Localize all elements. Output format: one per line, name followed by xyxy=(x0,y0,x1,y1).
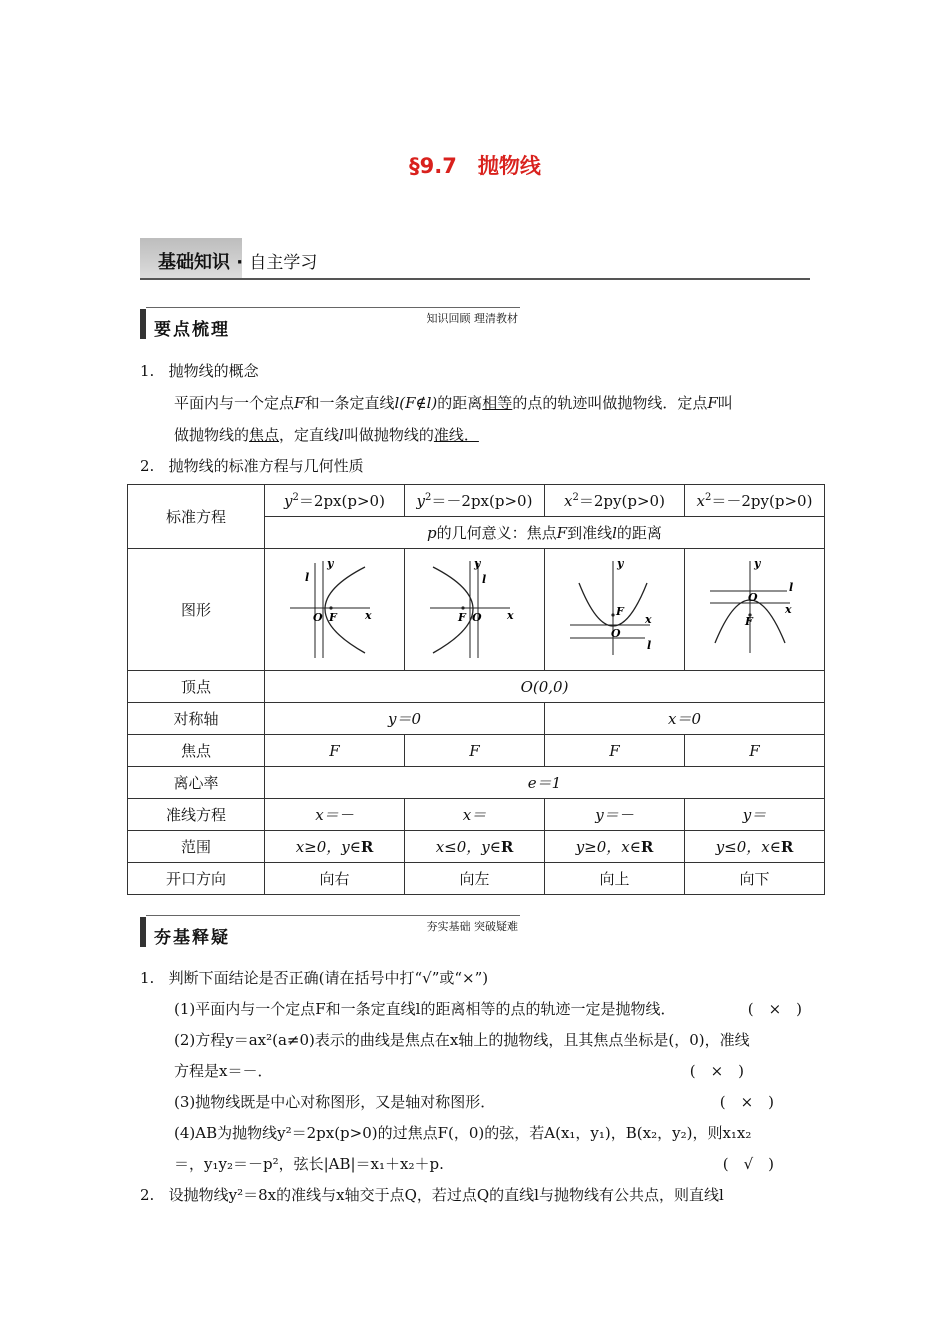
def-text: 叫 xyxy=(717,394,733,412)
definition-line-2 xyxy=(174,424,479,445)
p-sym: p xyxy=(427,524,437,542)
banner-text xyxy=(158,248,317,274)
eq-rhs: ＝2py(p>0) xyxy=(578,492,665,510)
question-1-item-2-line-1: (2)方程y＝ax²(a≠0)表示的曲线是焦点在x轴上的抛物线，且其焦点坐标是(，0)，准线 xyxy=(174,1031,750,1049)
graph-opens-right xyxy=(285,553,385,663)
def-equal-underlined: 相等 xyxy=(482,394,513,412)
graph-opens-left xyxy=(425,553,525,663)
range-cell xyxy=(685,831,825,863)
row-label: 对称轴 xyxy=(128,703,265,735)
statement-text: (3)抛物线既是中心对称图形，又是轴对称图形． xyxy=(174,1093,496,1111)
range-text: y≤0，x∈ xyxy=(715,838,781,856)
focus-cell: F xyxy=(685,735,825,767)
item-number: 1. xyxy=(140,362,155,380)
range-cell xyxy=(545,831,685,863)
graph-opens-up xyxy=(565,553,665,663)
item-title: 抛物线的概念 xyxy=(168,362,259,380)
label-x: x xyxy=(506,608,514,622)
question-2 xyxy=(140,1184,724,1205)
p-text: 的距离 xyxy=(616,524,662,542)
range-text: x≤0，y∈ xyxy=(435,838,501,856)
definition-line-1 xyxy=(174,392,733,413)
label-O: O xyxy=(471,610,482,624)
label-x: x xyxy=(364,608,372,622)
row-label: 顶点 xyxy=(128,671,265,703)
eq-rhs: ＝－2py(p>0) xyxy=(711,492,813,510)
def-cond: (F∉l) xyxy=(399,394,438,412)
section-banner xyxy=(140,238,810,280)
label-F: F xyxy=(328,610,337,624)
section-header-key-points xyxy=(140,307,520,341)
question-number: 2. xyxy=(140,1186,155,1204)
eq-lhs: x xyxy=(696,492,706,510)
parabola-properties-table xyxy=(127,484,825,895)
statement-text: ＝，y₁y₂＝－p²，弦长|AB|＝x₁＋x₂＋p. xyxy=(174,1155,444,1173)
section-name: 要点梳理 xyxy=(154,320,230,340)
statement-text: 方程是x＝－． xyxy=(174,1062,273,1080)
eq-lhs: y xyxy=(416,492,426,510)
graph-cell-up xyxy=(545,549,685,671)
label-l: l xyxy=(481,572,486,586)
banner-dot: · xyxy=(230,252,250,273)
label-F: F xyxy=(744,614,753,628)
question-stem: 判断下面结论是否正确(请在括号中打“√”或“×”) xyxy=(168,969,489,987)
question-number: 1. xyxy=(140,969,155,987)
label-F: F xyxy=(457,610,466,624)
eq-sup: 2 xyxy=(425,492,432,503)
eq-rhs: ＝－2px(p>0) xyxy=(431,492,533,510)
opening-cell: 向左 xyxy=(405,863,545,895)
section-line xyxy=(146,915,520,916)
graph-cell-right xyxy=(265,549,405,671)
def-text: 叫做抛物线的 xyxy=(343,426,434,444)
section-header-practice xyxy=(140,915,520,949)
answer-bracket: ( √ ) xyxy=(722,1155,774,1173)
range-cell xyxy=(405,831,545,863)
focus-point xyxy=(611,613,614,616)
label-l: l xyxy=(788,580,793,594)
focus-cell: F xyxy=(405,735,545,767)
focus-point xyxy=(329,606,332,609)
row-label: 范围 xyxy=(128,831,265,863)
question-1-stem xyxy=(140,967,488,988)
opening-cell: 向上 xyxy=(545,863,685,895)
label-O: O xyxy=(610,626,621,640)
row-label: 焦点 xyxy=(128,735,265,767)
label-x: x xyxy=(644,612,652,626)
answer-bracket: ( × ) xyxy=(689,1062,744,1080)
section-line xyxy=(146,307,520,308)
eq-lhs: y xyxy=(284,492,293,510)
focus-cell: F xyxy=(265,735,405,767)
eq-lhs: x xyxy=(564,492,573,510)
def-l: l xyxy=(394,394,400,412)
label-x: x xyxy=(784,602,792,616)
statement-text: (1)平面内与一个定点F和一条定直线l的距离相等的点的轨迹一定是抛物线． xyxy=(174,1000,676,1018)
def-text: 和一条定直线 xyxy=(304,394,395,412)
label-O: O xyxy=(747,590,758,604)
range-R: R xyxy=(780,838,794,856)
label-O: O xyxy=(312,610,323,624)
label-F: F xyxy=(615,604,624,618)
parabola-curve xyxy=(325,567,365,653)
range-cell xyxy=(265,831,405,863)
eq-sup: 2 xyxy=(292,492,299,503)
row-label: 标准方程 xyxy=(128,485,265,549)
directrix-cell: x＝－ xyxy=(265,799,405,831)
def-text: 做抛物线的 xyxy=(174,426,250,444)
directrix-cell: x＝ xyxy=(405,799,545,831)
question-1-item-3 xyxy=(174,1091,794,1112)
page-title: §9.7 抛物线 xyxy=(409,154,541,178)
graph-cell-down xyxy=(685,549,825,671)
item-number: 2. xyxy=(140,457,155,475)
def-directrix-underlined: 准线． xyxy=(433,426,479,444)
section-name: 夯基释疑 xyxy=(154,928,230,948)
label-y: y xyxy=(326,556,333,570)
question-1-item-2-line-2 xyxy=(174,1060,794,1081)
graph-opens-down xyxy=(705,553,805,663)
def-text: 平面内与一个定点 xyxy=(174,394,295,412)
section-bar xyxy=(140,309,146,339)
vertex-cell: O(0,0) xyxy=(265,671,825,703)
banner-sub: 自主学习 xyxy=(249,253,318,273)
range-text: x≥0，y∈ xyxy=(295,838,361,856)
parabola-curve xyxy=(433,567,473,653)
equation-cell xyxy=(265,485,405,517)
p-F: F xyxy=(556,524,568,542)
axis-cell: x＝0 xyxy=(545,703,825,735)
def-text: 的距离 xyxy=(437,394,483,412)
graph-cell-left xyxy=(405,549,545,671)
eq-sup: 2 xyxy=(705,492,712,503)
def-focus-underlined: 焦点 xyxy=(249,426,280,444)
label-l: l xyxy=(304,570,309,584)
def-text: 的点的轨迹叫做抛物线．定点 xyxy=(512,394,708,412)
opening-cell: 向右 xyxy=(265,863,405,895)
question-1-item-4-line-2 xyxy=(174,1153,794,1174)
def-text: ，定直线 xyxy=(279,426,340,444)
eccentricity-cell: e＝1 xyxy=(265,767,825,799)
focus-point xyxy=(461,606,464,609)
focus-cell: F xyxy=(545,735,685,767)
item-1-heading xyxy=(140,360,259,381)
eq-rhs: ＝2px(p>0) xyxy=(298,492,385,510)
range-R: R xyxy=(640,838,654,856)
answer-bracket: ( × ) xyxy=(747,1000,802,1018)
equation-cell xyxy=(685,485,825,517)
label-y: y xyxy=(753,556,760,570)
def-F: F xyxy=(294,394,305,412)
row-label: 开口方向 xyxy=(128,863,265,895)
question-text: 设抛物线y²＝8x的准线与x轴交于点Q，若过点Q的直线l与抛物线有公共点，则直线l xyxy=(168,1186,724,1204)
question-1-item-1 xyxy=(174,998,814,1019)
answer-bracket: ( × ) xyxy=(719,1093,774,1111)
directrix-cell: y＝－ xyxy=(545,799,685,831)
row-label: 准线方程 xyxy=(128,799,265,831)
def-F2: F xyxy=(707,394,718,412)
equation-cell xyxy=(405,485,545,517)
item-2-heading xyxy=(140,455,364,476)
question-1-item-4-line-1: (4)AB为抛物线y²＝2px(p>0)的过焦点F(，0)的弦，若A(x₁，y₁)，B(x₂，y₂)，则x₁x₂ xyxy=(174,1124,752,1142)
p-text: 到准线 xyxy=(567,524,613,542)
p-text: 的几何意义：焦点 xyxy=(436,524,557,542)
label-l: l xyxy=(646,638,651,652)
section-subtitle: 夯实基础 突破疑难 xyxy=(426,920,518,933)
range-R: R xyxy=(360,838,374,856)
equation-cell xyxy=(545,485,685,517)
section-subtitle: 知识回顾 理清教材 xyxy=(426,312,518,325)
range-text: y≥0，x∈ xyxy=(575,838,641,856)
section-bar xyxy=(140,917,146,947)
p-l: l xyxy=(612,524,617,542)
label-y: y xyxy=(473,556,480,570)
label-y: y xyxy=(616,556,623,570)
banner-rule xyxy=(140,278,810,280)
def-l2: l xyxy=(339,426,344,444)
range-R: R xyxy=(500,838,514,856)
p-meaning-cell xyxy=(265,517,825,549)
directrix-cell: y＝ xyxy=(685,799,825,831)
axis-cell: y＝0 xyxy=(265,703,545,735)
row-label: 图形 xyxy=(128,549,265,671)
banner-main: 基础知识 xyxy=(158,252,230,273)
item-title: 抛物线的标准方程与几何性质 xyxy=(168,457,364,475)
row-label: 离心率 xyxy=(128,767,265,799)
opening-cell: 向下 xyxy=(685,863,825,895)
eq-sup: 2 xyxy=(572,492,579,503)
